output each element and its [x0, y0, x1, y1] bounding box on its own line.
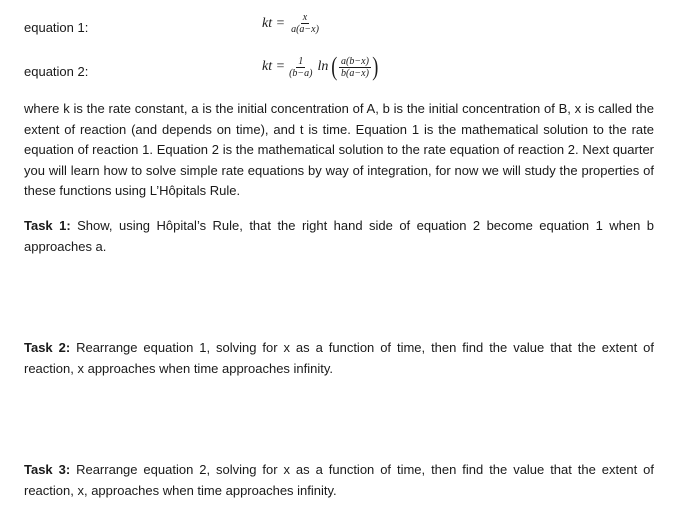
equation-2-formula	[262, 54, 380, 80]
equation-2-coefficient-fraction	[287, 56, 314, 79]
equation-1-label: equation 1:	[24, 20, 89, 35]
equation-1-formula	[262, 12, 323, 35]
description-paragraph: where k is the rate constant, a is the initial concentration of A, b is the initial concentration of B, x is called the extent of reaction (and depends on time), and t is time. Equation 1 is the mathematical solution to the rate equation of reaction 1. Equation 2 is the mathematical solution to the rate equation of reaction 2. Next quarter you will learn how to solve simple rate equations by way of integration, for now we will study the properties of these functions using L’Hôpitals Rule.	[24, 101, 654, 198]
equation-1-numerator: x	[302, 12, 308, 23]
task-3-text: Rearrange equation 2, solving for x as a function of time, then find the value that the extent of reaction, x, approaches when time approaches infinity.	[24, 462, 654, 498]
task-3-title: Task 3:	[24, 462, 71, 477]
task-2-title: Task 2:	[24, 340, 71, 355]
equation-2-ln: ln	[317, 59, 329, 74]
equation-2-label: equation 2:	[24, 64, 89, 79]
task-1-text: Show, using Hôpital’s Rule, that the right hand side of equation 2 become equation 1 when b approaches a.	[24, 218, 654, 254]
equation-1-denominator: a(a−x)	[291, 24, 319, 35]
task-1-paragraph	[24, 216, 654, 257]
task-2-paragraph	[24, 338, 654, 379]
equation-2-log-numerator: a(b−x)	[341, 55, 369, 67]
equation-1-row	[24, 10, 664, 50]
equation-2-lhs: kt =	[262, 59, 286, 74]
equation-2-log-denominator: b(a−x)	[341, 67, 369, 79]
equation-2-coefficient-numerator: 1	[298, 55, 304, 67]
task-1-title: Task 1:	[24, 218, 71, 233]
equation-2-log-fraction	[339, 56, 371, 79]
equation-1-fraction	[289, 12, 321, 35]
task-3-paragraph	[24, 460, 654, 501]
task-2-text: Rearrange equation 1, solving for x as a function of time, then find the value that the extent of reaction, x approaches when time approaches infinity.	[24, 340, 654, 376]
equation-2-row	[24, 52, 664, 92]
equation-1-lhs: kt =	[262, 15, 286, 31]
equation-2-coefficient-denominator: (b−a)	[289, 67, 313, 79]
equation-2-left-paren: (	[331, 52, 338, 81]
equation-2-right-paren: )	[372, 52, 379, 81]
